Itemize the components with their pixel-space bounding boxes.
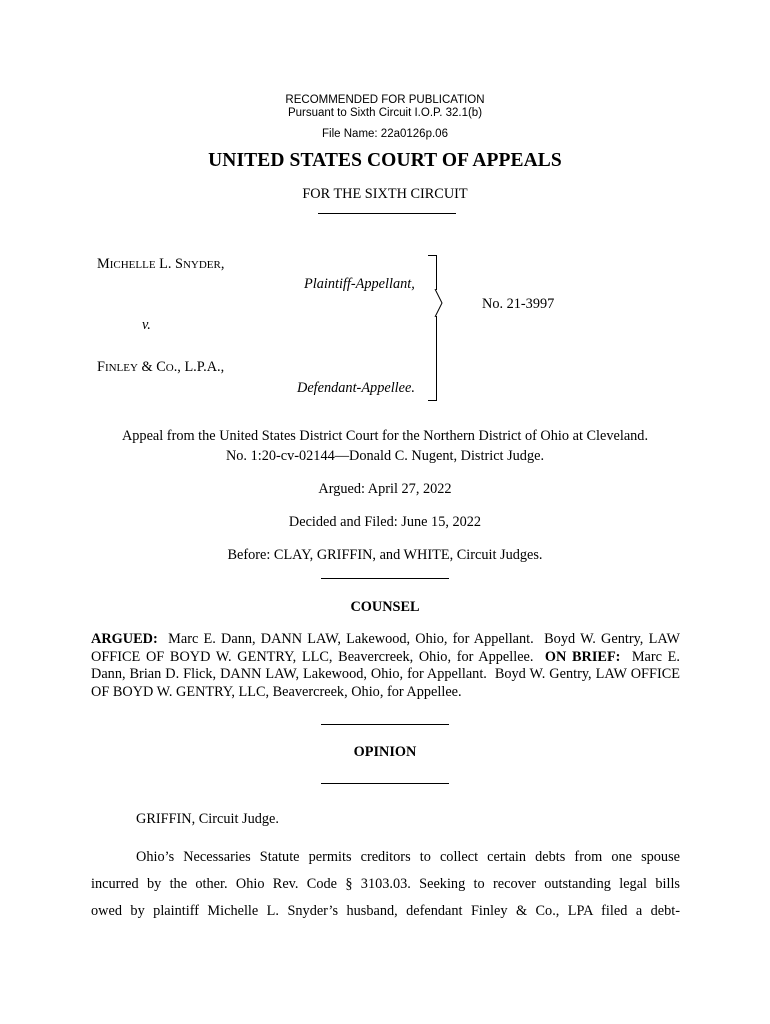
appeal-line-2: No. 1:20-cv-02144—Donald C. Nugent, District Judge. <box>225 448 545 464</box>
title-rule <box>318 213 456 214</box>
circuit-name: FOR THE SIXTH CIRCUIT <box>302 186 468 202</box>
plaintiff-name: MICHELLE L. SNYDER, <box>97 256 225 272</box>
opinion-rule <box>321 783 449 784</box>
publication-notice: RECOMMENDED FOR PUBLICATION <box>285 94 485 106</box>
appeal-line-1: Appeal from the United States District Court for the Northern District of Ohio at Cleveland. <box>121 428 649 444</box>
counsel-paragraph: ARGUED: Marc E. Dann, DANN LAW, Lakewood, Ohio, for Appellant. Boyd W. Gentry, LAW OFFICE OF BOYD W. GENTRY, LLC, Beavercreek, Ohio, for Appellee. ON BRIEF: Marc E. Dann, Brian D. Flick, DANN LAW, Lakewood, Ohio, for Appellant. Boyd W. Gentry, LAW OFFICE OF BOYD W. GENTRY, LLC, Beavercreek, Ohio, for Appellee. <box>91 631 684 700</box>
opinion-line-2: incurred by the other. Ohio Rev. Code § 3103.03. Seeking to recover outstanding legal bills <box>91 876 680 892</box>
counsel-rule <box>321 724 449 725</box>
argued-date: Argued: April 27, 2022 <box>318 481 452 497</box>
opinion-line-1: Ohio’s Necessaries Statute permits creditors to collect certain debts from one spouse <box>136 849 680 865</box>
pursuant-notice: Pursuant to Sixth Circuit I.O.P. 32.1(b) <box>287 107 483 119</box>
plaintiff-role: Plaintiff-Appellant, <box>304 276 415 292</box>
opinion-heading: OPINION <box>353 744 417 760</box>
panel-rule <box>321 578 449 579</box>
defendant-role: Defendant-Appellee. <box>297 380 415 396</box>
defendant-name: FINLEY & CO., L.P.A., <box>97 359 225 375</box>
caption-bracket <box>428 255 437 401</box>
opinion-author: GRIFFIN, Circuit Judge. <box>136 811 279 827</box>
opinion-line-3: owed by plaintiff Michelle L. Snyder’s husband, defendant Finley & Co., LPA filed a debt- <box>91 903 680 919</box>
counsel-heading: COUNSEL <box>350 599 420 615</box>
versus: v. <box>142 317 151 333</box>
bracket-point <box>432 289 444 317</box>
case-number: No. 21-3997 <box>482 296 555 312</box>
file-name: File Name: 22a0126p.06 <box>322 128 448 140</box>
court-title: UNITED STATES COURT OF APPEALS <box>208 150 562 171</box>
judges-panel: Before: CLAY, GRIFFIN, and WHITE, Circuit Judges. <box>227 547 543 563</box>
decided-date: Decided and Filed: June 15, 2022 <box>288 514 482 530</box>
